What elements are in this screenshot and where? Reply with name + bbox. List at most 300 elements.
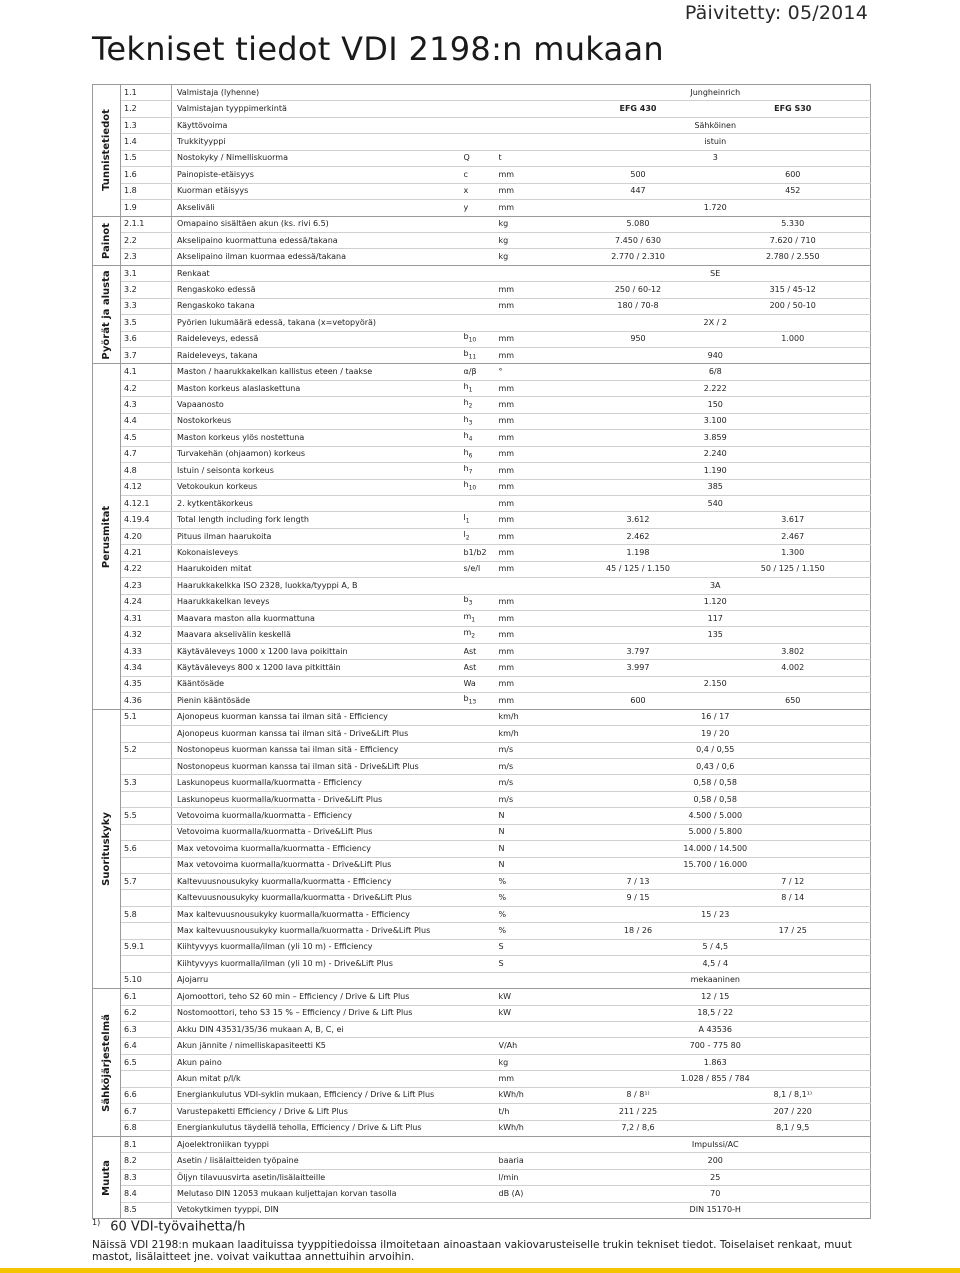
row-unit: mm [499,693,561,709]
row-unit: mm [499,446,561,462]
row-symbol: α/β [464,364,499,380]
row-unit: % [499,906,561,922]
row-value: 150 [561,397,871,413]
row-description: Nostomoottori, teho S3 15 % – Efficiency / Drive & Lift Plus [172,1005,464,1021]
row-number: 5.3 [121,775,172,791]
spec-table [92,84,871,1219]
row-value-efg430: 7 / 13 [561,874,716,890]
table-row [93,545,871,561]
row-number: 4.4 [121,413,172,429]
row-value: mekaaninen [561,972,871,988]
row-unit: mm [499,298,561,314]
row-number: 4.19.4 [121,512,172,528]
section-label: Painot [100,222,112,259]
row-unit: t [499,150,561,166]
row-description: Max vetovoima kuormalla/kuormatta - Drive&Lift Plus [172,857,464,873]
row-description: Akun mitat p/l/k [172,1071,464,1087]
row-unit: mm [499,331,561,347]
row-unit: mm [499,660,561,676]
row-unit: mm [499,561,561,577]
row-number: 4.12.1 [121,495,172,511]
row-value: 3A [561,578,871,594]
row-description: Max vetovoima kuormalla/kuormatta - Efficiency [172,841,464,857]
table-row [93,200,871,216]
row-symbol [464,249,499,265]
row-value: 2.150 [561,676,871,692]
table-row [93,627,871,643]
row-symbol [464,1153,499,1169]
row-unit: m/s [499,742,561,758]
row-unit: mm [499,413,561,429]
row-number: 4.8 [121,463,172,479]
row-description: Maavara maston alla kuormattuna [172,611,464,627]
section-label-cell [93,85,121,217]
row-value: 5 / 4,5 [561,939,871,955]
table-row [93,1071,871,1087]
table-row [93,1005,871,1021]
row-symbol [464,1054,499,1070]
row-value: 3 [561,150,871,166]
table-row [93,676,871,692]
row-number: 3.1 [121,265,172,281]
row-value-efg430: EFG 430 [561,101,716,117]
row-value-efgs30: 3.802 [716,643,871,659]
table-row [93,923,871,939]
row-unit [499,85,561,101]
row-description: Vapaanosto [172,397,464,413]
table-row [93,808,871,824]
table-row [93,726,871,742]
row-value: A 43536 [561,1021,871,1037]
row-symbol [464,758,499,774]
row-value: 2X / 2 [561,315,871,331]
row-unit: kg [499,249,561,265]
row-description: Max kaltevuusnousukyky kuormalla/kuormatta - Efficiency [172,906,464,922]
row-description: Ajonopeus kuorman kanssa tai ilman sitä - Drive&Lift Plus [172,726,464,742]
row-description: Painopiste-etäisyys [172,167,464,183]
row-number: 6.1 [121,989,172,1005]
row-description: Nostonopeus kuorman kanssa tai ilman sitä - Efficiency [172,742,464,758]
row-description: Akun paino [172,1054,464,1070]
row-symbol: $m_1$ [464,611,499,627]
row-symbol [464,1202,499,1218]
row-unit [499,117,561,133]
table-row [93,1186,871,1202]
row-unit: mm [499,479,561,495]
row-value: 15 / 23 [561,906,871,922]
row-value: 25 [561,1169,871,1185]
row-number: 4.2 [121,380,172,396]
row-value-efg430: 2.770 / 2.310 [561,249,716,265]
row-value: 135 [561,627,871,643]
row-value: Impulssi/AC [561,1137,871,1153]
row-number: 5.6 [121,841,172,857]
row-value: 0,58 / 0,58 [561,775,871,791]
row-unit: mm [499,676,561,692]
row-unit: ° [499,364,561,380]
row-value: 3.100 [561,413,871,429]
row-value-efg430: 500 [561,167,716,183]
table-row [93,216,871,232]
table-row [93,742,871,758]
disclaimer-note: Näissä VDI 2198:n mukaan laadituissa tyyppitiedoissa ilmoitetaan ainoastaan vakiovarusteiselle trukin tekniset tiedot. Toiselaiset renkaat, muut mastot, lisälaitteet jne. voivat vaikuttaa annettuihin arvoihin. [92,1239,852,1263]
page-title: Tekniset tiedot VDI 2198:n mukaan [92,30,664,68]
table-row [93,824,871,840]
row-unit: mm [499,627,561,643]
row-description: Nostokorkeus [172,413,464,429]
row-number: 6.6 [121,1087,172,1103]
row-number: 3.3 [121,298,172,314]
row-symbol [464,874,499,890]
row-unit: baaria [499,1153,561,1169]
row-number: 8.5 [121,1202,172,1218]
row-symbol: $m_2$ [464,627,499,643]
row-symbol: $h_1$ [464,380,499,396]
row-value-efgs30: EFG S30 [716,101,871,117]
row-symbol [464,923,499,939]
table-row [93,101,871,117]
row-description: Laskunopeus kuormalla/kuormatta - Drive&Lift Plus [172,791,464,807]
section-label: Tunnistetiedot [100,109,112,192]
row-description: Turvakehän (ohjaamon) korkeus [172,446,464,462]
table-row [93,298,871,314]
row-symbol [464,578,499,594]
row-number: 5.2 [121,742,172,758]
row-value: 540 [561,495,871,511]
row-unit: mm [499,495,561,511]
row-symbol: $b_{13}$ [464,693,499,709]
row-value: Jungheinrich [561,85,871,101]
row-number: 3.6 [121,331,172,347]
row-unit: mm [499,380,561,396]
row-value: 2.240 [561,446,871,462]
section-label-cell [93,989,121,1137]
row-description: Kaltevuusnousukyky kuormalla/kuormatta - Efficiency [172,874,464,890]
row-value: 1.720 [561,200,871,216]
row-symbol [464,890,499,906]
table-row [93,315,871,331]
table-row [93,348,871,364]
table-row [93,282,871,298]
row-unit [499,972,561,988]
row-description: Raideleveys, edessä [172,331,464,347]
row-symbol [464,775,499,791]
row-symbol: Ast [464,643,499,659]
row-value: 0,43 / 0,6 [561,758,871,774]
table-row [93,1120,871,1136]
row-symbol [464,1038,499,1054]
row-unit: mm [499,528,561,544]
table-row [93,758,871,774]
row-symbol: $l_2$ [464,528,499,544]
row-number [121,726,172,742]
row-value: 16 / 17 [561,709,871,725]
row-description: Pituus ilman haarukoita [172,528,464,544]
row-number: 4.20 [121,528,172,544]
row-unit [499,101,561,117]
row-number [121,824,172,840]
row-unit: mm [499,1071,561,1087]
row-number: 4.35 [121,676,172,692]
section-label-cell [93,709,121,988]
table-row [93,134,871,150]
row-description: Öljyn tilavuusvirta asetin/lisälaitteille [172,1169,464,1185]
row-description: 2. kytkentäkorkeus [172,495,464,511]
table-row [93,364,871,380]
row-description: Kuorman etäisyys [172,183,464,199]
row-symbol [464,1169,499,1185]
row-number [121,923,172,939]
row-unit: mm [499,594,561,610]
row-value-efgs30: 315 / 45-12 [716,282,871,298]
row-value-efg430: 5.080 [561,216,716,232]
row-description: Istuin / seisonta korkeus [172,463,464,479]
row-unit [499,1202,561,1218]
row-value-efg430: 180 / 70-8 [561,298,716,314]
section-label-cell [93,216,121,265]
row-unit: mm [499,183,561,199]
row-value-efgs30: 8,1 / 8,1¹⁾ [716,1087,871,1103]
row-unit: mm [499,611,561,627]
row-description: Renkaat [172,265,464,281]
row-description: Nostonopeus kuorman kanssa tai ilman sitä - Drive&Lift Plus [172,758,464,774]
row-description: Maston / haarukkakelkan kallistus eteen / taakse [172,364,464,380]
row-symbol [464,824,499,840]
table-row [93,791,871,807]
table-row [93,1202,871,1218]
row-unit [499,265,561,281]
row-unit: V/Ah [499,1038,561,1054]
row-number [121,791,172,807]
row-number: 4.12 [121,479,172,495]
row-description: Vetokytkimen tyyppi, DIN [172,1202,464,1218]
row-unit: mm [499,282,561,298]
row-symbol [464,791,499,807]
row-value-efg430: 950 [561,331,716,347]
table-row [93,463,871,479]
row-description: Vetovoima kuormalla/kuormatta - Efficiency [172,808,464,824]
row-symbol: $h_7$ [464,463,499,479]
table-row [93,1153,871,1169]
row-symbol [464,117,499,133]
row-number [121,857,172,873]
table-row [93,775,871,791]
row-description: Raideleveys, takana [172,348,464,364]
row-number: 4.5 [121,430,172,446]
row-value: 940 [561,348,871,364]
row-symbol [464,857,499,873]
table-row [93,1104,871,1120]
row-description: Asetin / lisälaitteiden työpaine [172,1153,464,1169]
row-unit [499,1021,561,1037]
row-symbol [464,989,499,1005]
table-row [93,561,871,577]
row-symbol: x [464,183,499,199]
row-value-efg430: 45 / 125 / 1.150 [561,561,716,577]
row-unit: % [499,923,561,939]
row-number: 5.9.1 [121,939,172,955]
table-row [93,380,871,396]
row-number: 8.1 [121,1137,172,1153]
section-label: Perusmitat [100,505,112,568]
row-unit: kW [499,989,561,1005]
row-description: Akun jännite / nimelliskapasiteetti K5 [172,1038,464,1054]
table-row [93,117,871,133]
row-symbol [464,709,499,725]
table-row [93,183,871,199]
row-description: Vetovoima kuormalla/kuormatta - Drive&Lift Plus [172,824,464,840]
row-symbol: $b_{11}$ [464,348,499,364]
row-value-efg430: 3.997 [561,660,716,676]
row-value-efgs30: 3.617 [716,512,871,528]
row-value-efg430: 18 / 26 [561,923,716,939]
row-description: Kiihtyvyys kuormalla/ilman (yli 10 m) - Efficiency [172,939,464,955]
row-unit: kg [499,1054,561,1070]
table-row [93,1054,871,1070]
row-unit [499,315,561,331]
row-unit: m/s [499,791,561,807]
row-symbol: $h_2$ [464,397,499,413]
row-unit: S [499,939,561,955]
row-number: 4.3 [121,397,172,413]
row-description: Energiankulutus täydellä teholla, Efficiency / Drive & Lift Plus [172,1120,464,1136]
row-description: Maston korkeus alaslaskettuna [172,380,464,396]
table-row [93,1021,871,1037]
row-unit: dB (A) [499,1186,561,1202]
row-number: 5.1 [121,709,172,725]
row-symbol [464,1104,499,1120]
row-value-efgs30: 1.300 [716,545,871,561]
row-description: Akseliväli [172,200,464,216]
row-unit: N [499,857,561,873]
row-value: 1.028 / 855 / 784 [561,1071,871,1087]
row-value-efg430: 7,2 / 8,6 [561,1120,716,1136]
row-value-efgs30: 5.330 [716,216,871,232]
row-unit: S [499,956,561,972]
row-value: 2.222 [561,380,871,396]
row-value-efgs30: 4.002 [716,660,871,676]
row-symbol: $h_{10}$ [464,479,499,495]
table-row [93,397,871,413]
table-row [93,643,871,659]
row-number: 4.33 [121,643,172,659]
row-unit: N [499,841,561,857]
table-row [93,939,871,955]
row-number: 1.4 [121,134,172,150]
row-number: 4.24 [121,594,172,610]
row-symbol [464,298,499,314]
row-description: Kokonaisleveys [172,545,464,561]
row-value: 14.000 / 14.500 [561,841,871,857]
row-value-efgs30: 7 / 12 [716,874,871,890]
row-symbol [464,742,499,758]
row-unit: t/h [499,1104,561,1120]
row-unit: m/s [499,775,561,791]
table-row [93,989,871,1005]
row-unit: m/s [499,758,561,774]
row-value-efgs30: 2.780 / 2.550 [716,249,871,265]
row-description: Kääntösäde [172,676,464,692]
row-value: 5.000 / 5.800 [561,824,871,840]
row-value: istuin [561,134,871,150]
accent-bar [0,1268,960,1273]
row-value-efgs30: 452 [716,183,871,199]
row-symbol [464,495,499,511]
row-description: Valmistaja (lyhenne) [172,85,464,101]
row-number: 4.21 [121,545,172,561]
row-unit: mm [499,643,561,659]
row-value: 15.700 / 16.000 [561,857,871,873]
row-description: Käytäväleveys 1000 x 1200 lava poikittain [172,643,464,659]
row-value-efg430: 211 / 225 [561,1104,716,1120]
row-unit: N [499,824,561,840]
row-number: 5.8 [121,906,172,922]
table-row [93,1038,871,1054]
row-unit: mm [499,512,561,528]
row-number: 3.5 [121,315,172,331]
row-number: 3.7 [121,348,172,364]
row-symbol: Q [464,150,499,166]
row-number: 1.9 [121,200,172,216]
row-symbol: $b_3$ [464,594,499,610]
row-symbol [464,1071,499,1087]
row-value: 1.120 [561,594,871,610]
row-value-efgs30: 650 [716,693,871,709]
row-value: 19 / 20 [561,726,871,742]
row-value-efg430: 2.462 [561,528,716,544]
row-number: 3.2 [121,282,172,298]
row-number: 4.34 [121,660,172,676]
row-description: Valmistajan tyyppimerkintä [172,101,464,117]
row-symbol [464,939,499,955]
row-number: 6.8 [121,1120,172,1136]
row-symbol [464,85,499,101]
row-number: 1.2 [121,101,172,117]
row-value-efgs30: 207 / 220 [716,1104,871,1120]
row-number: 1.8 [121,183,172,199]
row-number: 8.2 [121,1153,172,1169]
row-number: 2.2 [121,232,172,248]
table-row [93,972,871,988]
row-value: 117 [561,611,871,627]
table-row [93,874,871,890]
row-description: Total length including fork length [172,512,464,528]
row-unit: kg [499,232,561,248]
table-row [93,890,871,906]
row-value-efg430: 3.797 [561,643,716,659]
table-row [93,528,871,544]
table-row [93,611,871,627]
row-value: 0,58 / 0,58 [561,791,871,807]
row-number [121,890,172,906]
row-symbol: $b_{10}$ [464,331,499,347]
row-symbol [464,1120,499,1136]
row-value-efgs30: 8,1 / 9,5 [716,1120,871,1136]
table-row [93,1137,871,1153]
row-symbol [464,134,499,150]
row-value: 6/8 [561,364,871,380]
row-description: Ajojarru [172,972,464,988]
row-description: Omapaino sisältäen akun (ks. rivi 6.5) [172,216,464,232]
row-unit: mm [499,200,561,216]
row-description: Ajomoottori, teho S2 60 min – Efficiency / Drive & Lift Plus [172,989,464,1005]
row-number: 4.23 [121,578,172,594]
row-unit: kg [499,216,561,232]
section-label: Pyörät ja alusta [100,269,112,360]
row-value-efgs30: 200 / 50-10 [716,298,871,314]
row-value-efg430: 8 / 8¹⁾ [561,1087,716,1103]
row-symbol [464,841,499,857]
